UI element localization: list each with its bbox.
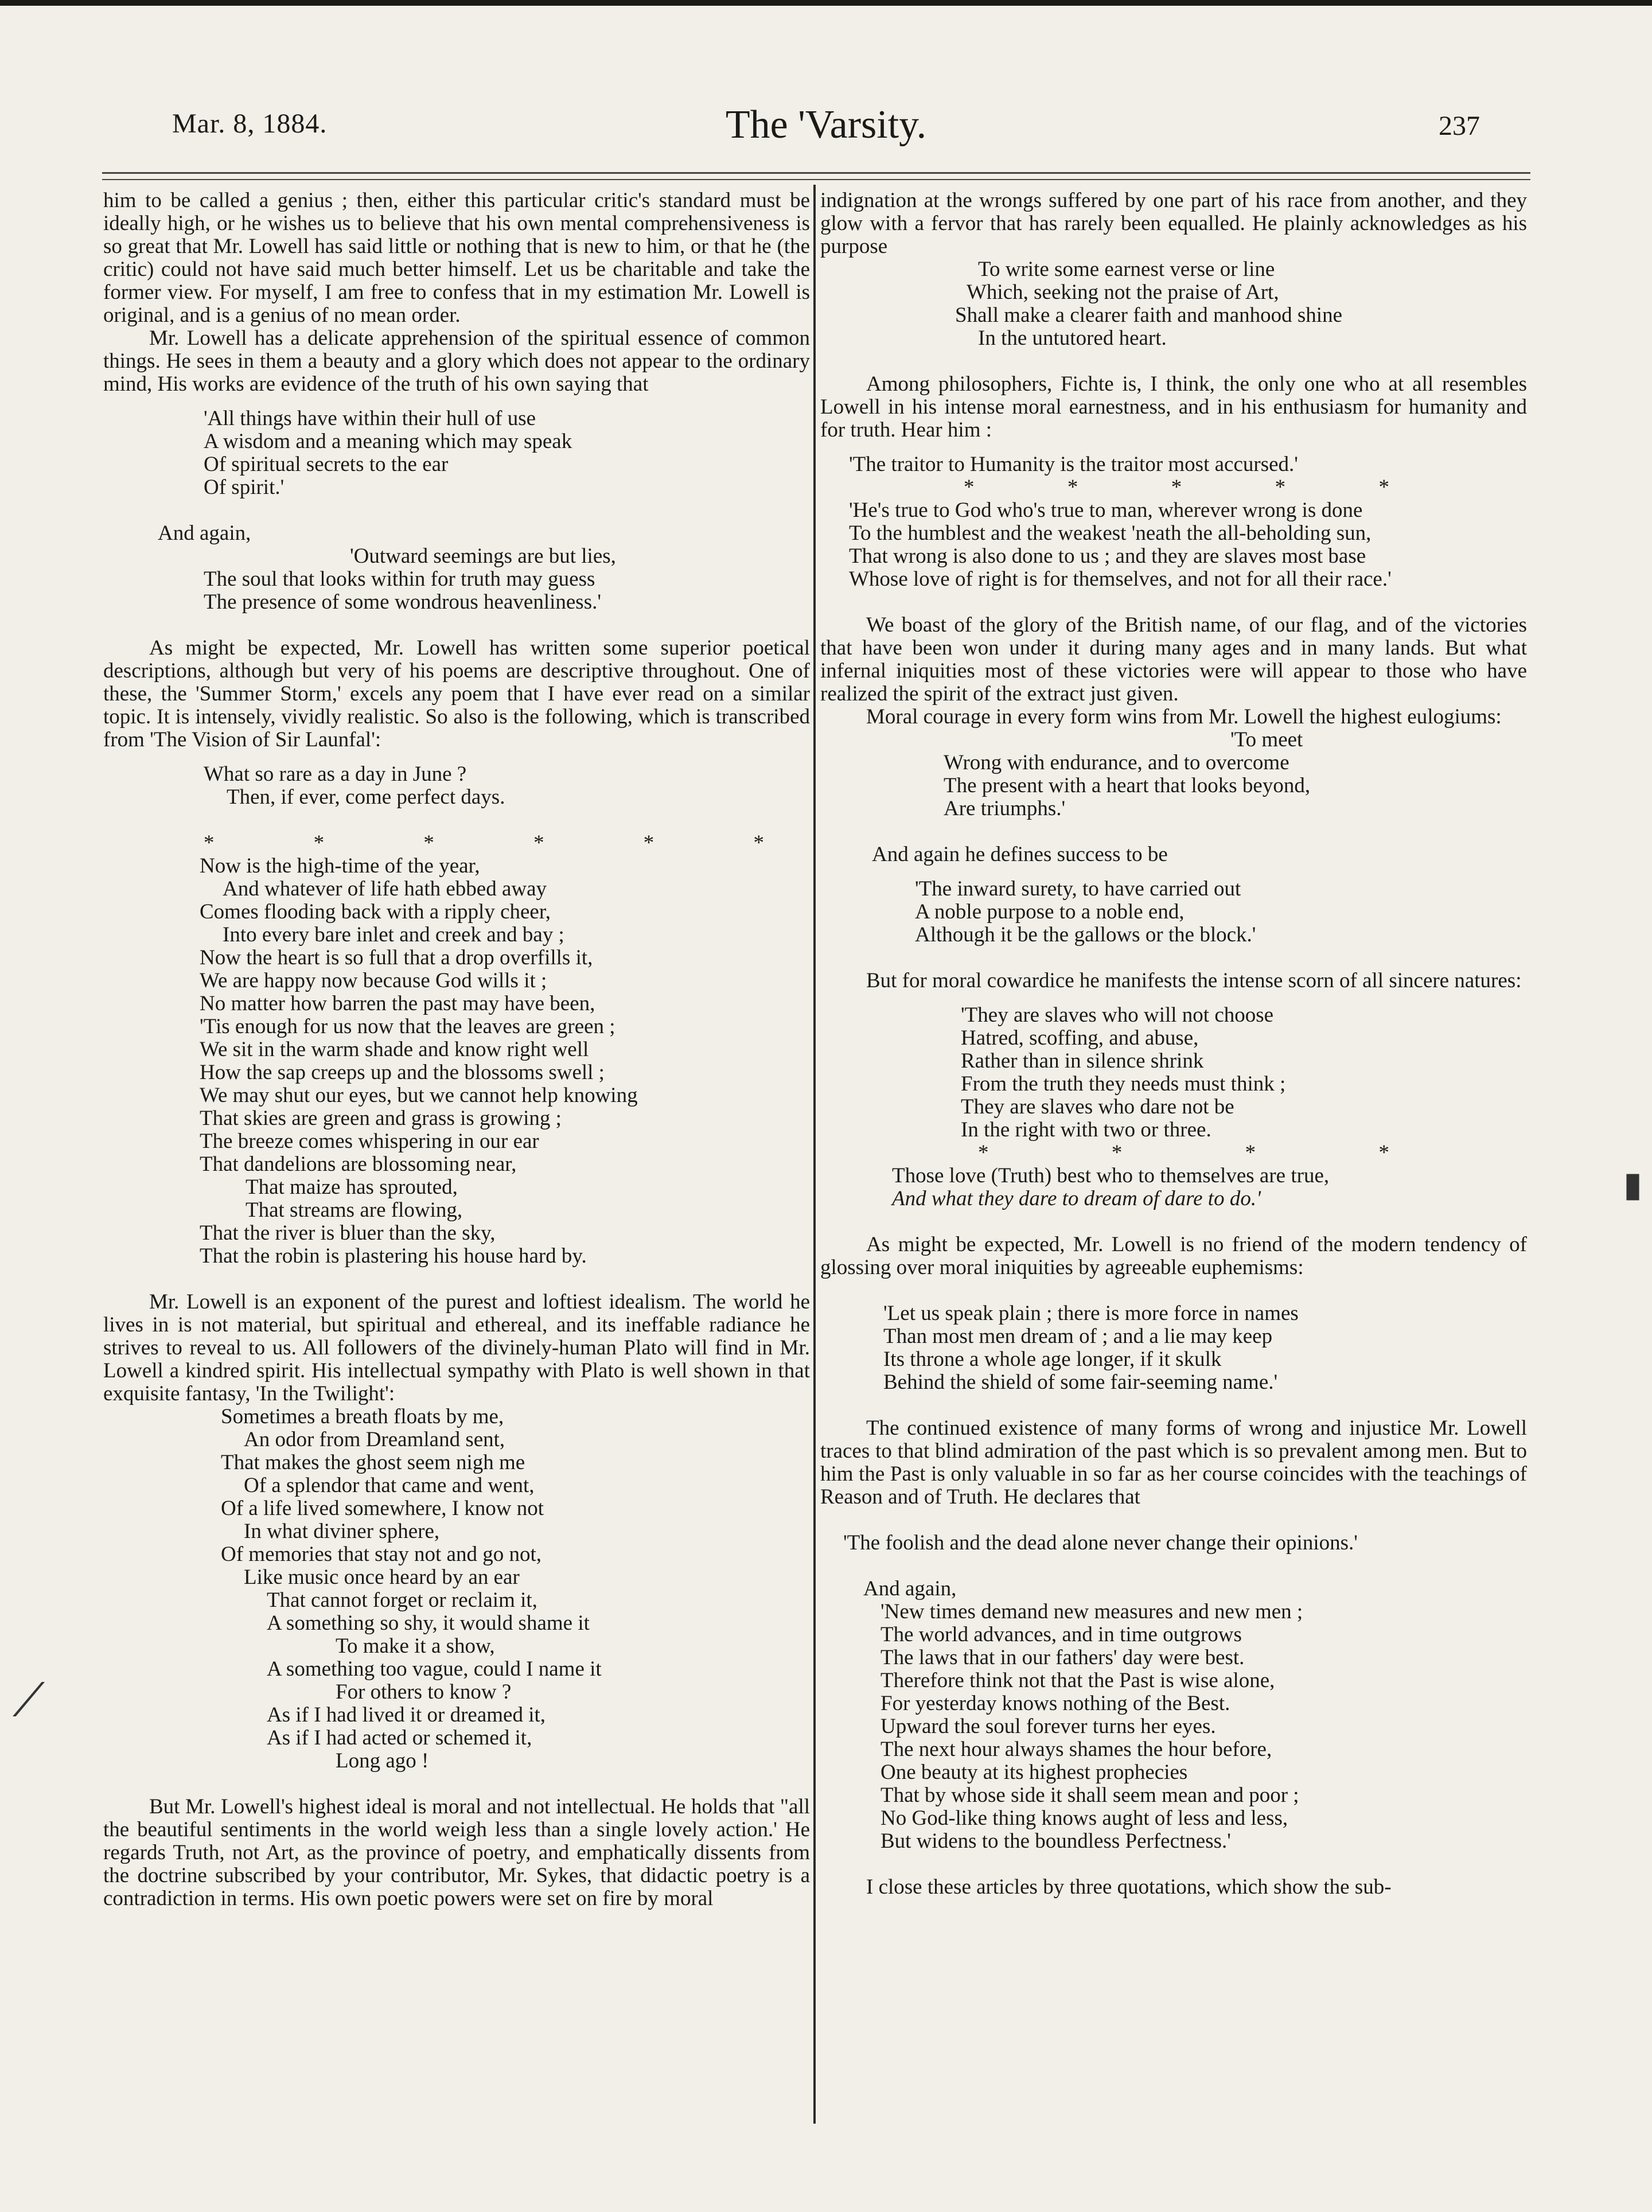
paragraph: Moral courage in every form wins from Mr. Lowell the highest eulogiums: xyxy=(866,705,1502,729)
page-top-rule xyxy=(0,0,1652,6)
verse-line: In what diviner sphere, xyxy=(244,1520,440,1543)
verse-block xyxy=(820,878,1527,947)
verse-line: The soul that looks within for truth may guess xyxy=(204,567,595,591)
verse-line: Its throne a whole age longer, if it skulk xyxy=(883,1348,1222,1371)
verse-line: 'To meet xyxy=(1230,728,1303,751)
page-number: 237 xyxy=(1439,111,1480,141)
verse-line: Whose love of right is for themselves, and not for all their race.' xyxy=(849,567,1392,591)
verse-line: In the untutored heart. xyxy=(978,326,1167,350)
verse-line: But widens to the boundless Perfectness.' xyxy=(880,1829,1231,1853)
verse-line: That makes the ghost seem nigh me xyxy=(221,1451,525,1474)
verse-line: In the right with two or three. xyxy=(961,1118,1211,1142)
verse-line: 'Tis enough for us now that the leaves are green ; xyxy=(200,1015,615,1038)
paragraph: I close these articles by three quotations, which show the sub- xyxy=(866,1875,1392,1899)
quotation: 'The traitor to Humanity is the traitor most accursed.' xyxy=(849,453,1298,476)
paragraph: Among philosophers, Fichte is, I think, the only one who at all resembles Lowell in his intense moral earnestness, and in his enthusiasm for humanity and for truth. Hear him : xyxy=(820,372,1527,442)
ellipsis-stars xyxy=(103,832,810,855)
paragraph: Mr. Lowell has a delicate apprehension of the spiritual essence of common things. He sees in them a beauty and a glory which does not appear to the ordinary mind, His works are evidence of the truth of his own saying that xyxy=(103,326,810,396)
verse-line: Hatred, scoffing, and abuse, xyxy=(961,1026,1199,1050)
star-mark: * xyxy=(1378,1141,1389,1165)
paragraph: But for moral cowardice he manifests the intense scorn of all sincere natures: xyxy=(866,969,1522,992)
star-mark: * xyxy=(643,831,654,855)
quotation: 'The foolish and the dead alone never change their opinions.' xyxy=(843,1531,1358,1555)
verse-block xyxy=(103,407,810,499)
verse-block xyxy=(103,855,810,1268)
verse-line: That maize has sprouted, xyxy=(246,1175,458,1199)
verse-line: As if I had acted or schemed it, xyxy=(267,1726,532,1750)
verse-line: That the river is bluer than the sky, xyxy=(200,1221,496,1245)
paragraph: Mr. Lowell is an exponent of the purest and loftiest idealism. The world he lives in is not material, but spiritual and ethereal, and its ineffable radiance he strives to reveal to us. All followers of the divinely-human Plato will find in Mr. Lowell a kindred spirit. His intellectual sympathy with Plato is well shown in that exquisite fantasy, 'In the Twilight': xyxy=(103,1290,810,1405)
verse-line: 'New times demand new measures and new men ; xyxy=(880,1600,1303,1623)
star-mark: * xyxy=(964,476,975,499)
star-mark: * xyxy=(1067,476,1078,499)
ellipsis-stars xyxy=(820,1142,1527,1165)
verse-line: Wrong with endurance, and to overcome xyxy=(944,751,1289,774)
verse-line: Of a splendor that came and went, xyxy=(244,1474,535,1497)
journal-title: The 'Varsity. xyxy=(725,103,927,147)
verse-line: For yesterday knows nothing of the Best. xyxy=(880,1692,1230,1715)
verse-line: That by whose side it shall seem mean and poor ; xyxy=(880,1783,1299,1807)
verse-line: And whatever of life hath ebbed away xyxy=(223,877,547,901)
verse-line: A something too vague, could I name it xyxy=(267,1657,602,1681)
star-mark: * xyxy=(313,831,325,855)
star-mark: * xyxy=(533,831,544,855)
verse-line: 'All things have within their hull of use xyxy=(204,407,536,430)
verse-line: That skies are green and grass is growing ; xyxy=(200,1107,562,1130)
verse-block xyxy=(820,258,1527,350)
right-column xyxy=(820,189,1527,1899)
verse-line: Shall make a clearer faith and manhood shine xyxy=(955,303,1342,327)
verse-line: No matter how barren the past may have been, xyxy=(200,992,595,1015)
star-mark: * xyxy=(753,831,764,855)
verse-line: Which, seeking not the praise of Art, xyxy=(967,281,1279,304)
star-mark: * xyxy=(1275,476,1286,499)
verse-block xyxy=(103,763,810,809)
verse-line: The breeze comes whispering in our ear xyxy=(200,1130,539,1153)
paragraph: The continued existence of many forms of wrong and injustice Mr. Lowell traces to that blind admiration of the past which is so prevalent among men. But to him the Past is only valuable in so far as her course coincides with the teachings of Reason and of Truth. He declares that xyxy=(820,1416,1527,1509)
verse-line: From the truth they needs must think ; xyxy=(961,1072,1286,1096)
verse-line: How the sap creeps up and the blossoms swell ; xyxy=(200,1061,605,1084)
paragraph: And again, xyxy=(863,1577,957,1600)
verse-line: Although it be the gallows or the block.' xyxy=(915,923,1256,947)
verse-line: Now is the high-time of the year, xyxy=(200,854,480,878)
verse-line: That dandelions are blossoming near, xyxy=(200,1152,517,1176)
verse-line: Comes flooding back with a ripply cheer, xyxy=(200,900,551,924)
verse-line: 'Outward seemings are but lies, xyxy=(350,544,616,568)
verse-line: We are happy now because God wills it ; xyxy=(200,969,547,992)
paragraph: And again he defines success to be xyxy=(872,843,1168,866)
verse-line: The next hour always shames the hour before, xyxy=(880,1738,1272,1761)
verse-line: 'They are slaves who will not choose xyxy=(961,1003,1274,1027)
margin-mark: ▮ xyxy=(1623,1166,1643,1204)
verse-block xyxy=(103,545,810,614)
ellipsis-stars xyxy=(820,476,1527,499)
verse-line: To write some earnest verse or line xyxy=(978,258,1275,281)
verse-line: Of spirit.' xyxy=(204,476,285,499)
verse-block xyxy=(820,499,1527,591)
header-rule-thin xyxy=(102,179,1530,180)
verse-line: We may shut our eyes, but we cannot help knowing xyxy=(200,1084,638,1107)
star-mark: * xyxy=(978,1141,989,1165)
verse-line: Of a life lived somewhere, I know not xyxy=(221,1497,544,1520)
verse-line: Upward the soul forever turns her eyes. xyxy=(880,1715,1216,1738)
verse-line: Then, if ever, come perfect days. xyxy=(227,785,505,809)
verse-line: That the robin is plastering his house hard by. xyxy=(200,1244,587,1268)
verse-line: A wisdom and a meaning which may speak xyxy=(204,430,572,453)
verse-block xyxy=(820,1600,1527,1853)
verse-line: Rather than in silence shrink xyxy=(961,1049,1204,1073)
star-mark: * xyxy=(423,831,434,855)
verse-line: 'The inward surety, to have carried out xyxy=(915,877,1241,901)
verse-line: Those love (Truth) best who to themselves are true, xyxy=(892,1164,1330,1187)
column-divider xyxy=(813,185,816,2124)
verse-line: The present with a heart that looks beyond, xyxy=(944,774,1311,797)
left-column xyxy=(103,189,810,1910)
verse-line: A something so shy, it would shame it xyxy=(267,1611,590,1635)
verse-line: Than most men dream of ; and a lie may keep xyxy=(883,1325,1273,1348)
verse-line: 'He's true to God who's true to man, wherever wrong is done xyxy=(849,499,1363,522)
margin-mark: ⟋ xyxy=(13,1676,45,1726)
verse-line: To the humblest and the weakest 'neath the all-beholding sun, xyxy=(849,521,1372,545)
verse-line: One beauty at its highest prophecies xyxy=(880,1761,1188,1784)
verse-line: That cannot forget or reclaim it, xyxy=(267,1588,537,1612)
verse-line: The world advances, and in time outgrows xyxy=(880,1623,1242,1646)
star-mark: * xyxy=(1378,476,1389,499)
verse-line: A noble purpose to a noble end, xyxy=(915,900,1185,924)
paragraph: him to be called a genius ; then, either this particular critic's standard must be ideally high, or he wishes us to believe that his own mental comprehensiveness is so great that Mr. Lowell has said little or nothing that is new to him, or that he (the critic) could not have said much better himself. Let us be charitable and take the former view. For myself, I am free to confess that in my estimation Mr. Lowell is original, and is a genius of no mean order. xyxy=(103,189,810,327)
star-mark: * xyxy=(1171,476,1182,499)
verse-line: The presence of some wondrous heavenliness.' xyxy=(204,590,602,614)
verse-line: 'Let us speak plain ; there is more force in names xyxy=(883,1302,1299,1325)
star-mark: * xyxy=(1111,1141,1123,1165)
paragraph: As might be expected, Mr. Lowell is no friend of the modern tendency of glossing over moral iniquities by agreeable euphemisms: xyxy=(820,1233,1527,1279)
verse-line: Like music once heard by an ear xyxy=(244,1565,520,1589)
verse-line: An odor from Dreamland sent, xyxy=(244,1428,505,1451)
verse-line: We sit in the warm shade and know right well xyxy=(200,1038,589,1061)
verse-line: Sometimes a breath floats by me, xyxy=(221,1405,504,1428)
verse-line: Of memories that stay not and go not, xyxy=(221,1543,542,1566)
verse-block xyxy=(820,729,1527,820)
paragraph: indignation at the wrongs suffered by one part of his race from another, and they glow with a fervor that has rarely been equalled. He plainly acknowledges as his purpose xyxy=(820,189,1527,258)
verse-line: Are triumphs.' xyxy=(944,797,1066,820)
verse-line: Long ago ! xyxy=(336,1749,429,1773)
verse-line: To make it a show, xyxy=(336,1634,495,1658)
issue-date: Mar. 8, 1884. xyxy=(172,108,328,139)
star-mark: * xyxy=(204,831,215,855)
verse-line: Therefore think not that the Past is wise alone, xyxy=(880,1669,1275,1692)
verse-line: That wrong is also done to us ; and they are slaves most base xyxy=(849,544,1366,568)
verse-line: That streams are flowing, xyxy=(246,1198,463,1222)
verse-block xyxy=(103,1405,810,1773)
verse-line: As if I had lived it or dreamed it, xyxy=(267,1703,546,1727)
paragraph: And again, xyxy=(158,521,251,545)
paragraph: As might be expected, Mr. Lowell has written some superior poetical descriptions, although but very of his poems are descriptive throughout. One of these, the 'Summer Storm,' excels any poem that I have ever read on a similar topic. It is intensely, vividly realistic. So also is the following, which is transcribed from 'The Vision of Sir Launfal': xyxy=(103,636,810,751)
verse-block xyxy=(820,1302,1527,1394)
verse-block xyxy=(820,1004,1527,1142)
verse-line: They are slaves who dare not be xyxy=(961,1095,1234,1119)
paragraph: But Mr. Lowell's highest ideal is moral and not intellectual. He holds that "all the beautiful sentiments in the world weigh less than a single lovely action.' He regards Truth, not Art, as the province of poetry, and emphatically dissents from the doctrine subscribed by your contributor, Mr. Sykes, that didactic poetry is a contradiction in terms. His own poetic powers were set on fire by moral xyxy=(103,1795,810,1910)
verse-line: Into every bare inlet and creek and bay ; xyxy=(223,923,564,947)
verse-line-italic: And what they dare to dream of dare to do.' xyxy=(892,1187,1261,1210)
star-mark: * xyxy=(1245,1141,1256,1165)
verse-line: No God-like thing knows aught of less and less, xyxy=(880,1806,1288,1830)
verse-line: For others to know ? xyxy=(336,1680,512,1704)
verse-line: Behind the shield of some fair-seeming name.' xyxy=(883,1370,1278,1394)
verse-line: Now the heart is so full that a drop overfills it, xyxy=(200,946,593,969)
verse-line: The laws that in our fathers' day were best. xyxy=(880,1646,1245,1669)
paragraph: We boast of the glory of the British name, of our flag, and of the victories that have been won under it during many ages and in many lands. But what infernal iniquities most of these victories were will appear to those who have realized the spirit of the extract just given. xyxy=(820,613,1527,706)
header-rule xyxy=(102,172,1530,174)
running-header xyxy=(172,102,1480,165)
verse-line: Of spiritual secrets to the ear xyxy=(204,453,449,476)
verse-block xyxy=(820,1165,1527,1210)
verse-line: What so rare as a day in June ? xyxy=(204,762,467,786)
